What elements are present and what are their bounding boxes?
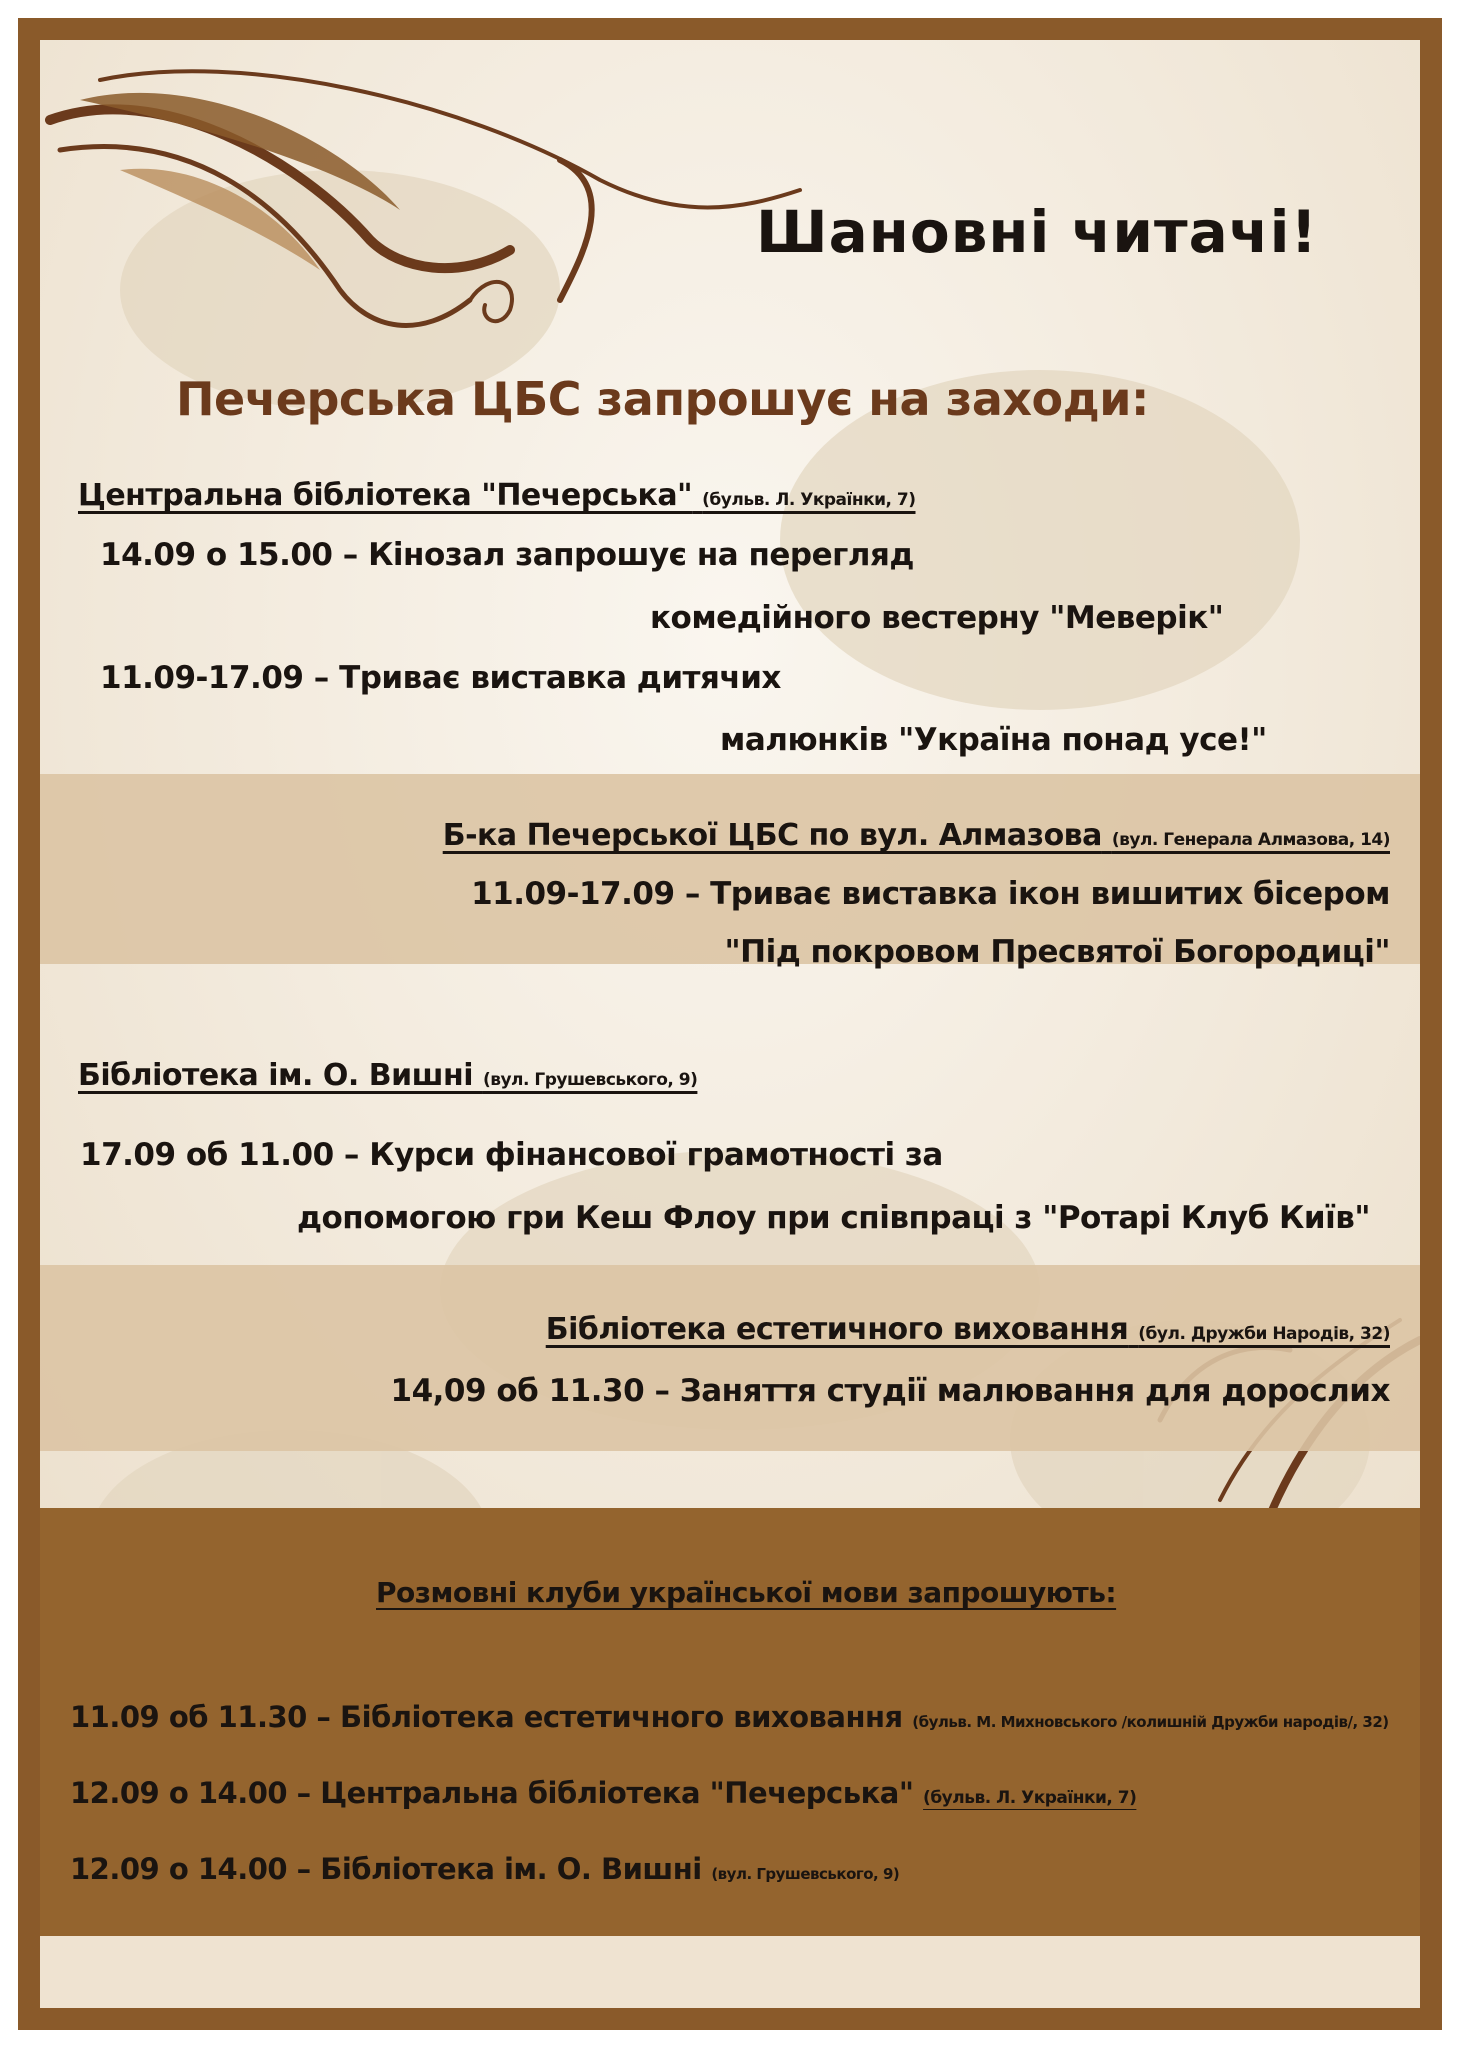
event-2-line2: малюнків "Україна понад усе!" — [720, 722, 1267, 758]
event-4-line1: 17.09 об 11.00 – Курси фінансової грамотності за — [80, 1137, 943, 1173]
event-1-line1: 14.09 о 15.00 – Кінозал запрошує на перегляд — [100, 537, 914, 573]
subtitle: Печерська ЦБС запрошує на заходи: — [176, 372, 1149, 426]
event-3-line2: "Під покровом Пресвятої Богородиці" — [724, 934, 1390, 970]
event-1-line2: комедійного вестерну "Меверік" — [650, 600, 1224, 636]
poster-sheet — [40, 40, 1420, 2008]
section-1-title — [78, 478, 916, 513]
club-item-3-text: 12.09 о 14.00 – Бібліотека ім. О. Вишні — [70, 1852, 702, 1886]
club-item-1-text: 11.09 об 11.30 – Бібліотека естетичного виховання — [70, 1700, 903, 1734]
event-2-line1: 11.09-17.09 – Триває виставка дитячих — [100, 660, 781, 696]
section-2-address: (вул. Генерала Алмазова, 14) — [1111, 830, 1390, 850]
club-item-2 — [70, 1776, 1136, 1810]
section-3-title — [78, 1058, 697, 1093]
event-5-line1: 14,09 об 11.30 – Заняття студії малювання для дорослих — [390, 1373, 1390, 1409]
section-4-title — [546, 1312, 1390, 1347]
club-item-3-address: (вул. Грушевського, 9) — [711, 1865, 900, 1883]
club-item-1-address: (бульв. М. Михновського /колишній Дружби народів/, 32) — [912, 1713, 1389, 1731]
poster-frame — [18, 18, 1442, 2030]
section-1-address: (бульв. Л. Українки, 7) — [702, 490, 916, 510]
club-item-2-text: 12.09 о 14.00 – Центральна бібліотека "Печерська" — [70, 1776, 914, 1810]
section-3-name: Бібліотека ім. О. Вишні — [78, 1058, 473, 1093]
section-2-title — [443, 818, 1390, 853]
section-3-address: (вул. Грушевського, 9) — [482, 1070, 698, 1090]
section-2-name: Б-ка Печерської ЦБС по вул. Алмазова — [442, 818, 1102, 853]
clubs-title: Розмовні клуби української мови запрошують: — [376, 1576, 1117, 1609]
club-item-2-address: (бульв. Л. Українки, 7) — [923, 1788, 1137, 1808]
section-1-name: Центральна бібліотека "Печерська" — [78, 478, 693, 513]
section-4-address: (бул. Дружби Народів, 32) — [1138, 1324, 1390, 1344]
club-item-1 — [70, 1700, 1389, 1734]
event-4-line2: допомогою гри Кеш Флоу при співпраці з "Ротарі Клуб Київ" — [296, 1200, 1370, 1236]
greeting-title: Шановні читачі! — [756, 198, 1318, 266]
section-4-name: Бібліотека естетичного виховання — [545, 1312, 1129, 1347]
club-item-3 — [70, 1852, 899, 1886]
event-3-line1: 11.09-17.09 – Триває виставка ікон вишитих бісером — [471, 876, 1390, 912]
